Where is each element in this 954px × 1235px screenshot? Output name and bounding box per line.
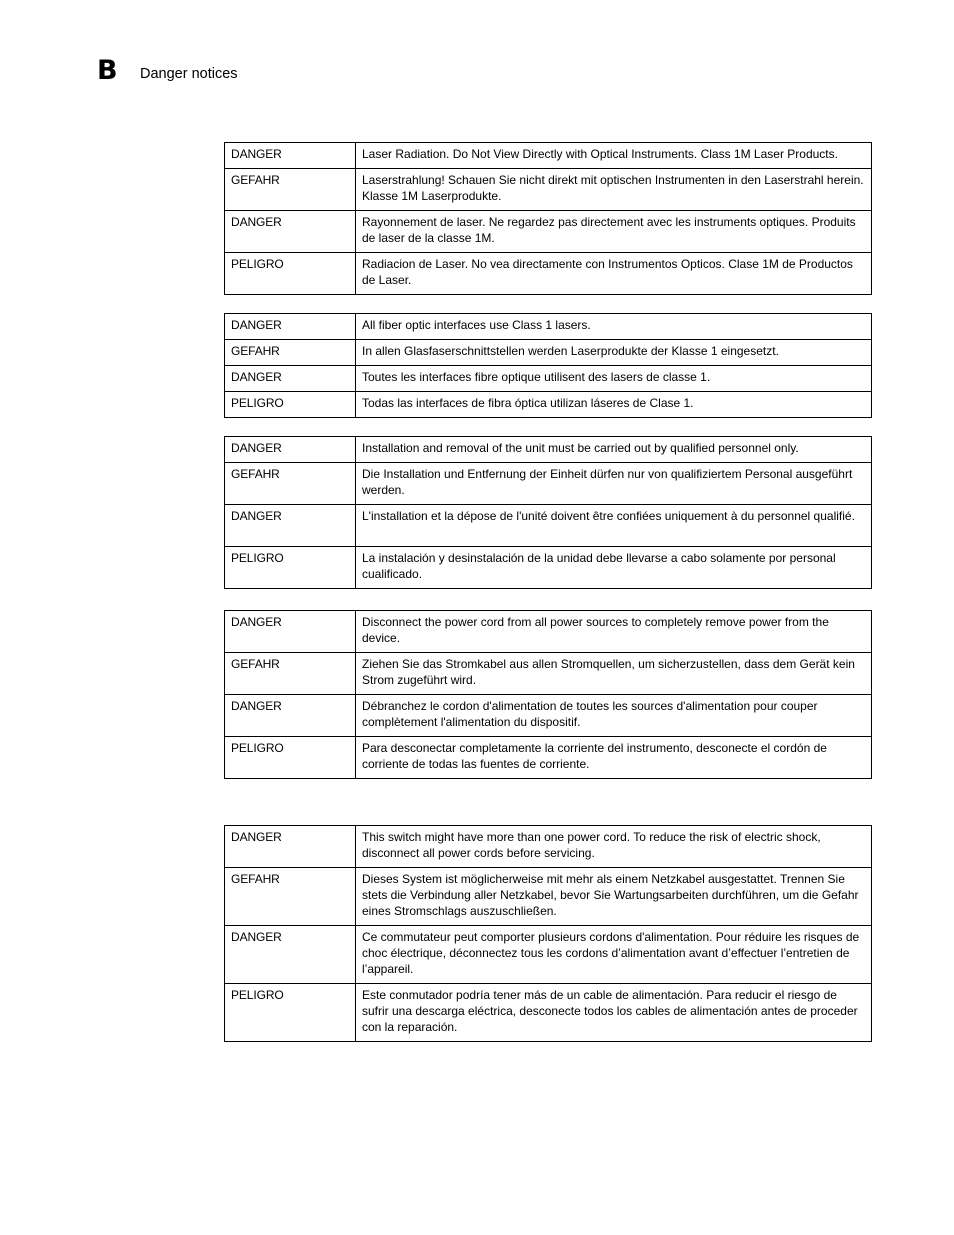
notice-label: DANGER [225, 826, 356, 868]
notice-label: PELIGRO [225, 984, 356, 1042]
notice-table-installation [224, 436, 872, 589]
notice-label: GEFAHR [225, 868, 356, 926]
notice-text: Installation and removal of the unit must be carried out by qualified personnel only. [356, 437, 872, 463]
notice-table-power-cord [224, 610, 872, 779]
notice-label: DANGER [225, 926, 356, 984]
notice-label: GEFAHR [225, 169, 356, 211]
notice-row [225, 143, 872, 169]
notice-row [225, 826, 872, 868]
notice-text: Este conmutador podría tener más de un cable de alimentación. Para reducir el riesgo de sufrir una descarga eléctrica, desconecte todos los cables de alimentación antes de proceder con la reparación. [356, 984, 872, 1042]
notice-row [225, 437, 872, 463]
notice-label: GEFAHR [225, 653, 356, 695]
notice-label: DANGER [225, 437, 356, 463]
notice-text: Radiacion de Laser. No vea directamente con Instrumentos Opticos. Clase 1M de Productos de Laser. [356, 253, 872, 295]
notice-text: Débranchez le cordon d'alimentation de toutes les sources d'alimentation pour couper complètement l'alimentation du dispositif. [356, 695, 872, 737]
notice-text: L'installation et la dépose de l'unité doivent être confiées uniquement à du personnel qualifié. [356, 505, 872, 547]
notice-row [225, 211, 872, 253]
notice-text: Die Installation und Entfernung der Einheit dürfen nur von qualifiziertem Personal ausgeführt werden. [356, 463, 872, 505]
notice-row [225, 611, 872, 653]
notice-row [225, 253, 872, 295]
notice-table-laser-radiation [224, 142, 872, 295]
notice-text: Para desconectar completamente la corriente del instrumento, desconecte el cordón de corriente de todas las fuentes de corriente. [356, 737, 872, 779]
notice-label: GEFAHR [225, 463, 356, 505]
notice-label: PELIGRO [225, 253, 356, 295]
notice-text: All fiber optic interfaces use Class 1 lasers. [356, 314, 872, 340]
notice-text: Ziehen Sie das Stromkabel aus allen Stromquellen, um sicherzustellen, dass dem Gerät kein Strom zugeführt wird. [356, 653, 872, 695]
notice-text: In allen Glasfaserschnittstellen werden Laserprodukte der Klasse 1 eingesetzt. [356, 340, 872, 366]
notice-text: Ce commutateur peut comporter plusieurs cordons d'alimentation. Pour réduire les risques de choc électrique, déconnectez tous les cordons d’alimentation avant d’effectuer l’entretien de l’appareil. [356, 926, 872, 984]
notice-row [225, 737, 872, 779]
notice-row [225, 926, 872, 984]
notice-row [225, 868, 872, 926]
notice-row [225, 547, 872, 589]
notice-row [225, 392, 872, 418]
notice-text: This switch might have more than one power cord. To reduce the risk of electric shock, disconnect all power cords before servicing. [356, 826, 872, 868]
notice-text: La instalación y desinstalación de la unidad debe llevarse a cabo solamente por personal cualificado. [356, 547, 872, 589]
notice-label: DANGER [225, 143, 356, 169]
notice-text: Laser Radiation. Do Not View Directly with Optical Instruments. Class 1M Laser Products. [356, 143, 872, 169]
notice-row [225, 653, 872, 695]
notice-row [225, 463, 872, 505]
notice-label: DANGER [225, 695, 356, 737]
section-title: Danger notices [140, 66, 238, 82]
notice-label: DANGER [225, 366, 356, 392]
notice-row [225, 505, 872, 547]
notice-table-fiber-optic [224, 313, 872, 418]
notice-row [225, 366, 872, 392]
notice-label: PELIGRO [225, 547, 356, 589]
notice-text: Toutes les interfaces fibre optique utilisent des lasers de classe 1. [356, 366, 872, 392]
notice-label: DANGER [225, 611, 356, 653]
notice-label: PELIGRO [225, 737, 356, 779]
notice-label: GEFAHR [225, 340, 356, 366]
notice-row [225, 169, 872, 211]
notice-text: Todas las interfaces de fibra óptica utilizan láseres de Clase 1. [356, 392, 872, 418]
notice-table-multiple-power-cords [224, 825, 872, 1042]
notice-text: Disconnect the power cord from all power sources to completely remove power from the device. [356, 611, 872, 653]
notice-text: Laserstrahlung! Schauen Sie nicht direkt mit optischen Instrumenten in den Laserstrahl herein. Klasse 1M Laserprodukte. [356, 169, 872, 211]
notice-row [225, 314, 872, 340]
notice-row [225, 695, 872, 737]
notice-label: DANGER [225, 211, 356, 253]
notice-text: Dieses System ist möglicherweise mit mehr als einem Netzkabel ausgestattet. Trennen Sie stets die Verbindung aller Netzkabel, bevor Sie Wartungsarbeiten durchführen, um die Gefahr eines Stromschlags auszuschließen. [356, 868, 872, 926]
appendix-letter: B [97, 55, 118, 86]
notice-text: Rayonnement de laser. Ne regardez pas directement avec les instruments optiques. Produits de laser de la classe 1M. [356, 211, 872, 253]
notice-label: DANGER [225, 314, 356, 340]
notice-row [225, 340, 872, 366]
notice-row [225, 984, 872, 1042]
notice-label: PELIGRO [225, 392, 356, 418]
notice-label: DANGER [225, 505, 356, 547]
